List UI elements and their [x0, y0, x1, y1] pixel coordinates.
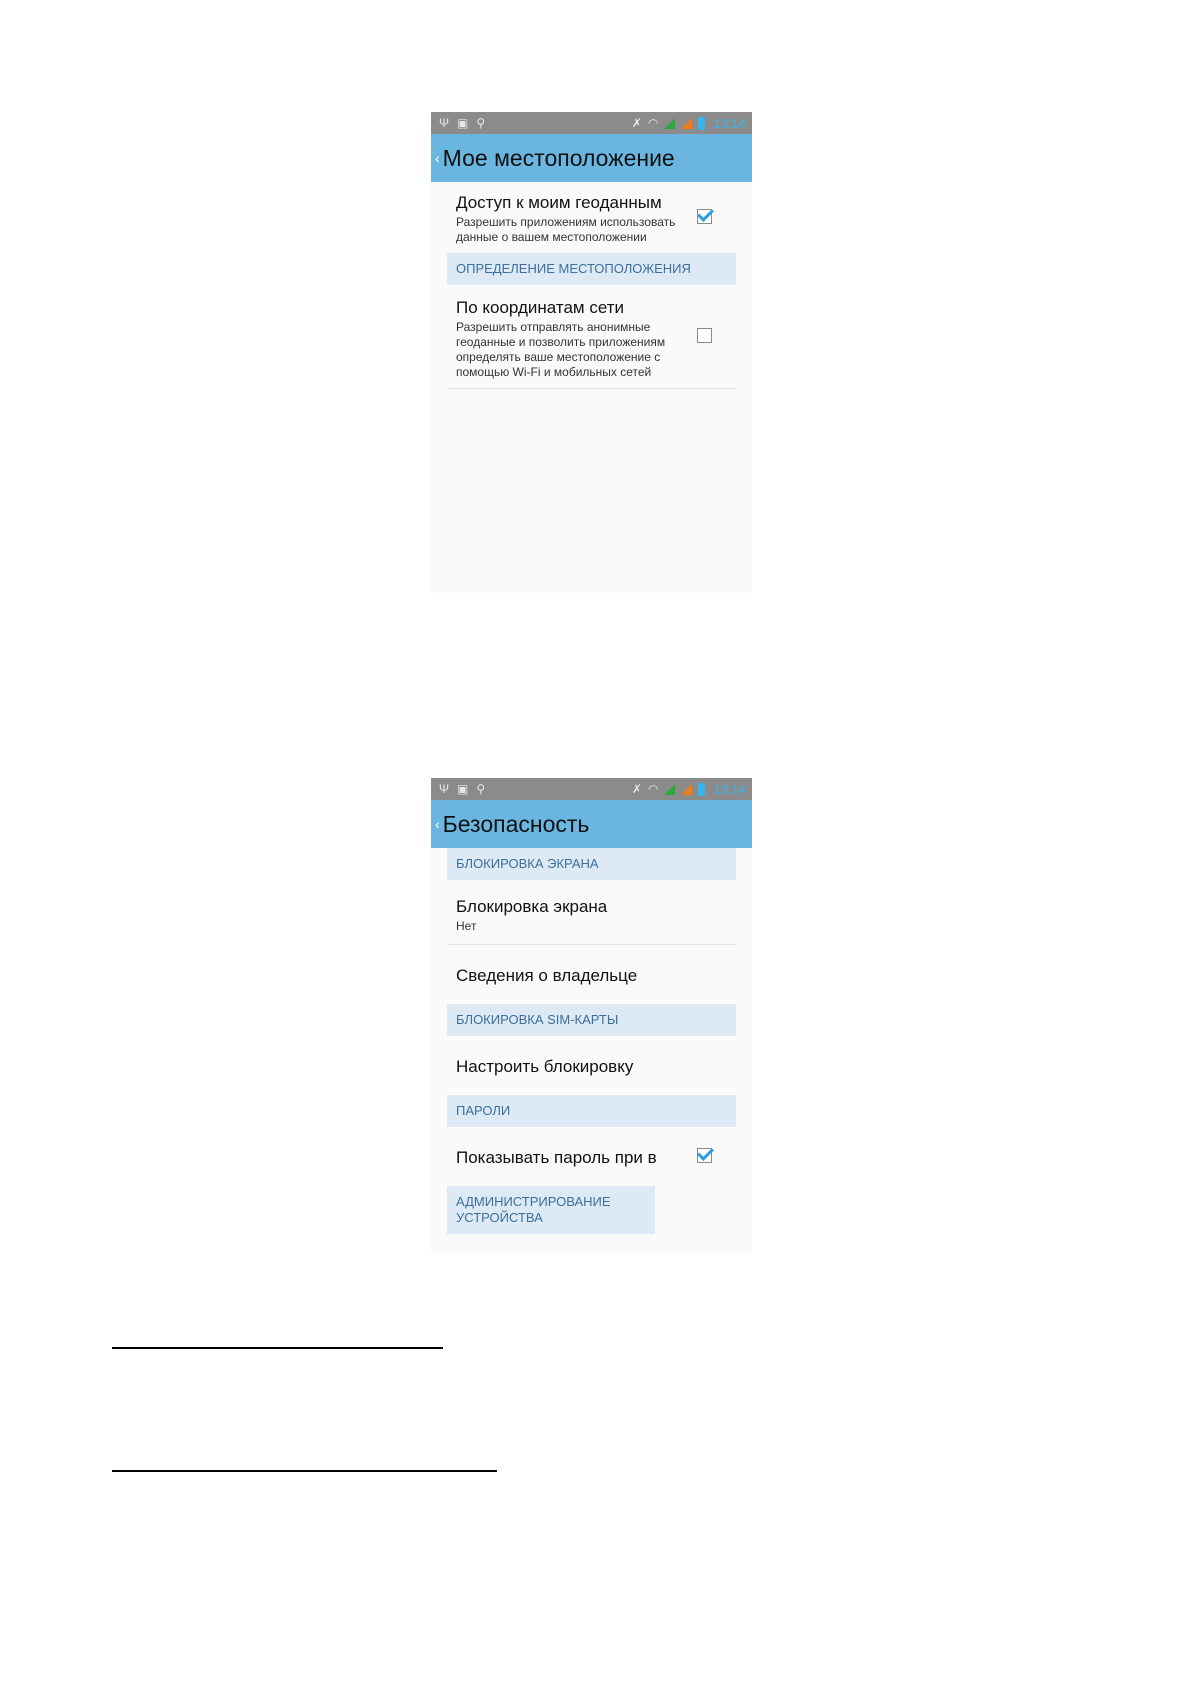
battery-icon	[698, 783, 705, 796]
category-header: ОПРЕДЕЛЕНИЕ МЕСТОПОЛОЖЕНИЯ	[447, 253, 736, 285]
pref-title: Блокировка экрана	[456, 897, 608, 916]
search-icon: ⚲	[476, 116, 486, 130]
image-icon: ▣	[457, 116, 469, 130]
chevron-left-icon[interactable]: ‹	[435, 150, 440, 166]
usb-icon: Ψ	[439, 116, 450, 130]
pref-summary: Разрешить отправлять анонимные геоданные и позволить приложениям определять ваше местоположение с помощью Wi-Fi и мобильных сетей	[456, 320, 666, 379]
pref-network-location[interactable]	[447, 285, 736, 389]
show-password-checkbox[interactable]	[697, 1148, 712, 1163]
pref-summary: Нет	[456, 919, 477, 933]
signal-icon	[664, 118, 675, 129]
blank-line	[112, 1470, 497, 1472]
network-location-checkbox[interactable]	[697, 328, 712, 343]
location-access-checkbox[interactable]	[697, 209, 712, 224]
image-icon: ▣	[457, 782, 469, 796]
wifi-icon: ◠	[647, 116, 659, 130]
wifi-icon: ◠	[647, 782, 659, 796]
pref-screen-lock[interactable]	[447, 880, 736, 945]
pref-title: По координатам сети	[456, 298, 625, 317]
signal-icon	[681, 118, 692, 129]
status-bar	[431, 112, 752, 134]
usb-icon: Ψ	[439, 782, 450, 796]
pref-title: Показывать пароль при в	[456, 1148, 657, 1167]
category-header: БЛОКИРОВКА SIM-КАРТЫ	[447, 1004, 736, 1036]
battery-icon	[698, 117, 705, 130]
pref-location-access[interactable]	[447, 182, 736, 253]
status-bar	[431, 778, 752, 800]
page-title: Мое местоположение	[442, 144, 675, 171]
pref-owner-info[interactable]	[447, 945, 736, 1004]
category-header: БЛОКИРОВКА ЭКРАНА	[447, 848, 736, 880]
signal-icon	[681, 784, 692, 795]
pref-show-password[interactable]	[447, 1127, 736, 1186]
pref-sim-lock-setup[interactable]	[447, 1036, 736, 1095]
status-time: 13:14	[713, 781, 746, 797]
pref-summary: Разрешить приложениям использовать данные о вашем местоположении	[456, 215, 676, 244]
security-screen	[431, 778, 752, 1253]
pref-title: Сведения о владельце	[456, 966, 638, 985]
signal-icon	[664, 784, 675, 795]
chevron-left-icon[interactable]: ‹	[435, 816, 440, 832]
pref-title: Настроить блокировку	[456, 1057, 634, 1076]
mute-icon: ✗	[631, 116, 642, 130]
blank-line	[112, 1347, 443, 1349]
category-header: АДМИНИСТРИРОВАНИЕ УСТРОЙСТВА	[447, 1186, 655, 1234]
page-title: Безопасность	[442, 810, 590, 837]
mute-icon: ✗	[631, 782, 642, 796]
action-bar	[431, 134, 752, 182]
category-header: ПАРОЛИ	[447, 1095, 736, 1127]
pref-title: Доступ к моим геоданным	[456, 193, 662, 212]
status-time: 13:14	[713, 115, 746, 131]
search-icon: ⚲	[476, 782, 486, 796]
action-bar	[431, 800, 752, 848]
location-screen	[431, 112, 752, 593]
